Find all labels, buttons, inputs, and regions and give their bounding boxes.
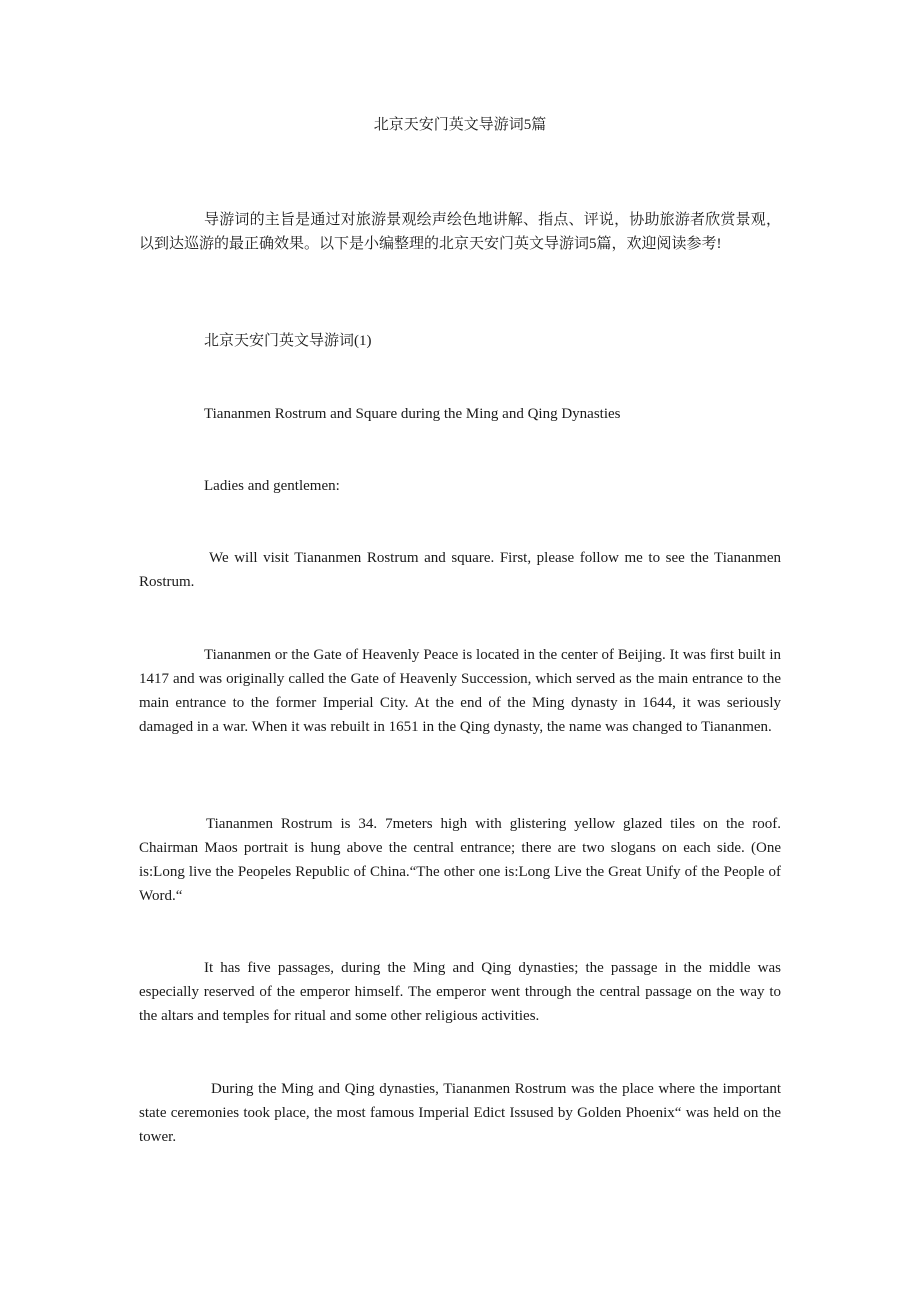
body-paragraph-5: During the Ming and Qing dynasties, Tiananmen Rostrum was the place where the important state ceremonies took place, the most famous Imperial Edict Issused by Golden Phoenix“ was held on the tower. bbox=[139, 1081, 781, 1145]
section-subtitle: Tiananmen Rostrum and Square during the Ming and Qing Dynasties bbox=[204, 406, 621, 422]
body-paragraph-4: It has five passages, during the Ming and Qing dynasties; the passage in the middle was especially reserved of the emperor himself. The emperor went through the central passage on the way to the altars and temples for ritual and some other religious activities. bbox=[139, 960, 781, 1024]
body-paragraph-1: We will visit Tiananmen Rostrum and square. First, please follow me to see the Tiananmen Rostrum. bbox=[139, 550, 781, 590]
intro-paragraph: 导游词的主旨是通过对旅游景观绘声绘色地讲解、指点、评说，协助旅游者欣赏景观，以到达巡游的最正确效果。以下是小编整理的北京天安门英文导游词5篇，欢迎阅读参考! bbox=[139, 212, 781, 252]
document-title: 北京天安门英文导游词5篇 bbox=[373, 117, 547, 133]
greeting: Ladies and gentlemen: bbox=[204, 478, 340, 494]
body-paragraph-3: Tiananmen Rostrum is 34. 7meters high with glistering yellow glazed tiles on the roof. Chairman Maos portrait is hung above the central entrance; there are two slogans on each side. (One is:Long live the Peopeles Republic of China.“The other one is:Long Live the Great Unify of the People of Word.“ bbox=[139, 816, 781, 904]
section-heading: 北京天安门英文导游词(1) bbox=[204, 333, 372, 349]
body-paragraph-2: Tiananmen or the Gate of Heavenly Peace is located in the center of Beijing. It was first built in 1417 and was originally called the Gate of Heavenly Succession, which served as the main entrance to the main entrance to the former Imperial City. At the end of the Ming dynasty in 1644, it was seriously damaged in a war. When it was rebuilt in 1651 in the Qing dynasty, the name was changed to Tiananmen. bbox=[139, 647, 781, 735]
